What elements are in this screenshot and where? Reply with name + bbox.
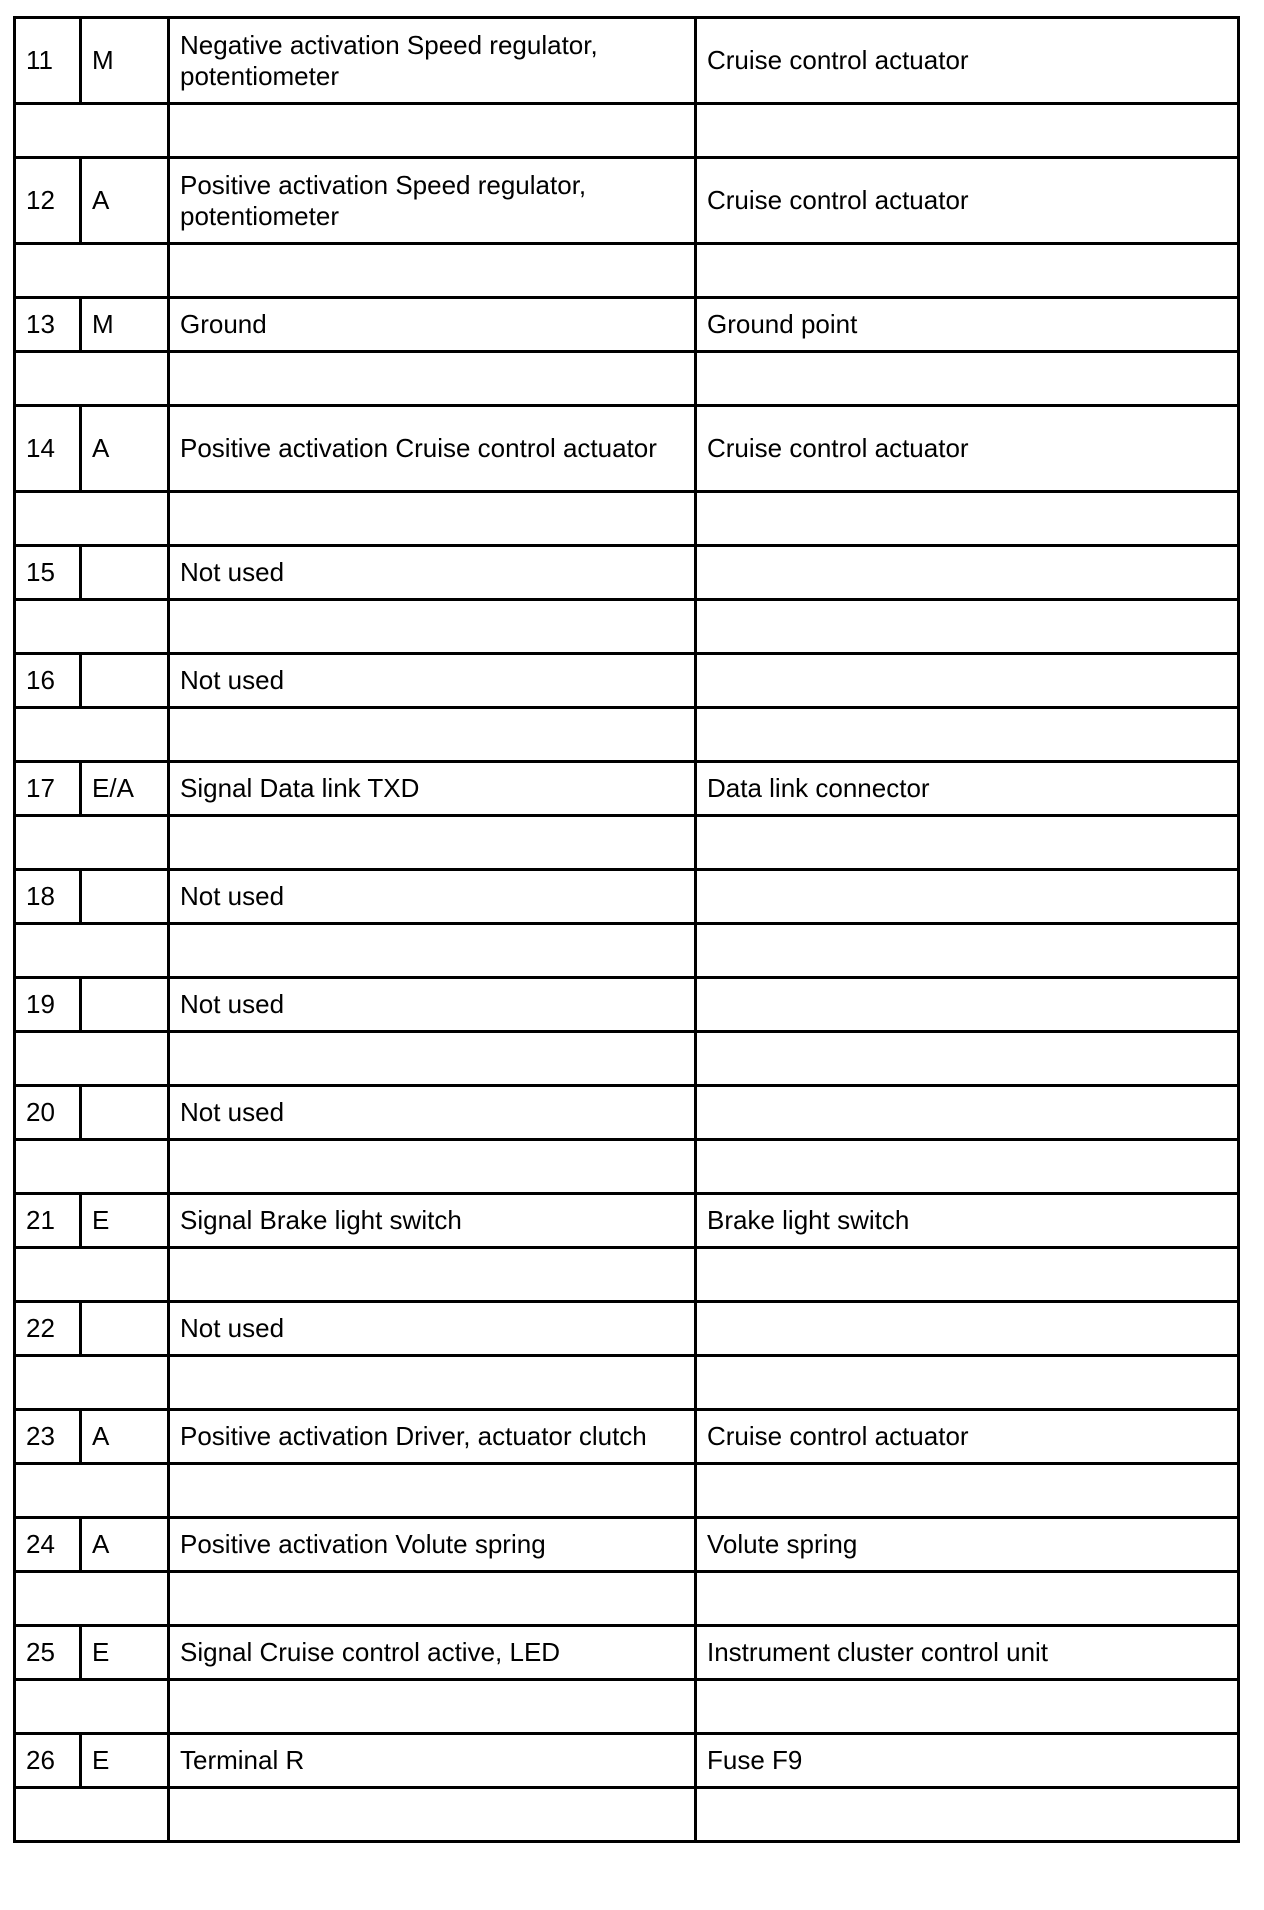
pin-number: 20 (15, 1086, 81, 1140)
signal-description: Ground (169, 298, 696, 352)
spacer-cell (696, 600, 1239, 654)
spacer-cell (169, 1572, 696, 1626)
signal-description: Terminal R (169, 1734, 696, 1788)
pin-number: 26 (15, 1734, 81, 1788)
spacer-row (15, 244, 1239, 298)
connected-component: Fuse F9 (696, 1734, 1239, 1788)
signal-type: A (81, 1410, 169, 1464)
spacer-row (15, 1680, 1239, 1734)
spacer-row (15, 708, 1239, 762)
connected-component (696, 546, 1239, 600)
signal-description: Signal Data link TXD (169, 762, 696, 816)
connected-component: Cruise control actuator (696, 1410, 1239, 1464)
signal-type: E (81, 1194, 169, 1248)
spacer-row (15, 352, 1239, 406)
spacer-row (15, 492, 1239, 546)
signal-type (81, 978, 169, 1032)
spacer-cell (15, 352, 169, 406)
signal-type: E (81, 1626, 169, 1680)
connected-component (696, 654, 1239, 708)
spacer-cell (169, 924, 696, 978)
connected-component (696, 1302, 1239, 1356)
connected-component: Instrument cluster control unit (696, 1626, 1239, 1680)
table-row (15, 1194, 1239, 1248)
spacer-cell (696, 708, 1239, 762)
table-row (15, 1410, 1239, 1464)
spacer-cell (15, 600, 169, 654)
spacer-cell (169, 816, 696, 870)
pin-number: 25 (15, 1626, 81, 1680)
pin-number: 18 (15, 870, 81, 924)
signal-description: Signal Brake light switch (169, 1194, 696, 1248)
signal-description: Signal Cruise control active, LED (169, 1626, 696, 1680)
pin-number: 19 (15, 978, 81, 1032)
table-row (15, 298, 1239, 352)
signal-type (81, 654, 169, 708)
spacer-cell (15, 492, 169, 546)
connected-component: Volute spring (696, 1518, 1239, 1572)
signal-description: Not used (169, 1302, 696, 1356)
table-row (15, 978, 1239, 1032)
table-row (15, 546, 1239, 600)
connected-component: Data link connector (696, 762, 1239, 816)
spacer-cell (696, 1356, 1239, 1410)
spacer-cell (169, 104, 696, 158)
pin-number: 12 (15, 158, 81, 244)
pin-table-body (15, 18, 1239, 1842)
pin-number: 17 (15, 762, 81, 816)
table-row (15, 1302, 1239, 1356)
spacer-cell (169, 1248, 696, 1302)
spacer-row (15, 1788, 1239, 1842)
spacer-cell (169, 492, 696, 546)
table-row (15, 1518, 1239, 1572)
pin-number: 16 (15, 654, 81, 708)
spacer-cell (696, 492, 1239, 546)
signal-description: Positive activation Speed regulator, potentiometer (169, 158, 696, 244)
spacer-row (15, 1356, 1239, 1410)
spacer-cell (169, 352, 696, 406)
signal-type (81, 1302, 169, 1356)
signal-description: Not used (169, 870, 696, 924)
connected-component: Brake light switch (696, 1194, 1239, 1248)
signal-description: Not used (169, 546, 696, 600)
connected-component (696, 870, 1239, 924)
pin-number: 14 (15, 406, 81, 492)
spacer-cell (169, 708, 696, 762)
connected-component: Ground point (696, 298, 1239, 352)
spacer-cell (169, 600, 696, 654)
spacer-cell (696, 1248, 1239, 1302)
spacer-cell (169, 244, 696, 298)
spacer-cell (15, 816, 169, 870)
connected-component: Cruise control actuator (696, 406, 1239, 492)
spacer-cell (696, 244, 1239, 298)
spacer-row (15, 816, 1239, 870)
spacer-row (15, 104, 1239, 158)
spacer-cell (696, 1140, 1239, 1194)
pin-number: 23 (15, 1410, 81, 1464)
spacer-row (15, 1572, 1239, 1626)
pin-number: 15 (15, 546, 81, 600)
spacer-cell (15, 1680, 169, 1734)
spacer-cell (15, 708, 169, 762)
signal-type: A (81, 1518, 169, 1572)
spacer-cell (696, 1788, 1239, 1842)
spacer-row (15, 1248, 1239, 1302)
table-row (15, 18, 1239, 104)
connected-component (696, 978, 1239, 1032)
spacer-cell (169, 1464, 696, 1518)
signal-description: Positive activation Cruise control actuator (169, 406, 696, 492)
connected-component: Cruise control actuator (696, 18, 1239, 104)
signal-description: Negative activation Speed regulator, potentiometer (169, 18, 696, 104)
pin-number: 24 (15, 1518, 81, 1572)
table-row (15, 1626, 1239, 1680)
spacer-cell (15, 1356, 169, 1410)
table-row (15, 1734, 1239, 1788)
spacer-cell (169, 1680, 696, 1734)
spacer-cell (15, 104, 169, 158)
spacer-cell (696, 104, 1239, 158)
spacer-row (15, 1464, 1239, 1518)
signal-description: Positive activation Driver, actuator clutch (169, 1410, 696, 1464)
signal-type (81, 546, 169, 600)
spacer-cell (15, 244, 169, 298)
signal-type: A (81, 158, 169, 244)
spacer-cell (169, 1032, 696, 1086)
spacer-cell (15, 1248, 169, 1302)
signal-description: Positive activation Volute spring (169, 1518, 696, 1572)
spacer-row (15, 1032, 1239, 1086)
pin-number: 22 (15, 1302, 81, 1356)
connected-component: Cruise control actuator (696, 158, 1239, 244)
spacer-cell (696, 1464, 1239, 1518)
spacer-cell (696, 816, 1239, 870)
spacer-cell (169, 1356, 696, 1410)
spacer-row (15, 1140, 1239, 1194)
signal-description: Not used (169, 1086, 696, 1140)
spacer-row (15, 924, 1239, 978)
table-row (15, 406, 1239, 492)
spacer-cell (696, 924, 1239, 978)
signal-description: Not used (169, 654, 696, 708)
spacer-cell (169, 1140, 696, 1194)
signal-type: E (81, 1734, 169, 1788)
spacer-cell (15, 1572, 169, 1626)
spacer-cell (15, 924, 169, 978)
spacer-cell (696, 1572, 1239, 1626)
spacer-cell (15, 1788, 169, 1842)
table-row (15, 158, 1239, 244)
signal-description: Not used (169, 978, 696, 1032)
spacer-cell (696, 352, 1239, 406)
table-row (15, 762, 1239, 816)
signal-type (81, 1086, 169, 1140)
spacer-cell (15, 1032, 169, 1086)
pin-number: 21 (15, 1194, 81, 1248)
spacer-cell (15, 1140, 169, 1194)
spacer-row (15, 600, 1239, 654)
spacer-cell (169, 1788, 696, 1842)
signal-type: M (81, 18, 169, 104)
table-row (15, 870, 1239, 924)
connected-component (696, 1086, 1239, 1140)
table-row (15, 654, 1239, 708)
signal-type: E/A (81, 762, 169, 816)
signal-type: M (81, 298, 169, 352)
pin-assignment-table (13, 16, 1240, 1843)
spacer-cell (15, 1464, 169, 1518)
signal-type (81, 870, 169, 924)
pin-number: 11 (15, 18, 81, 104)
table-row (15, 1086, 1239, 1140)
spacer-cell (696, 1680, 1239, 1734)
pin-number: 13 (15, 298, 81, 352)
spacer-cell (696, 1032, 1239, 1086)
signal-type: A (81, 406, 169, 492)
